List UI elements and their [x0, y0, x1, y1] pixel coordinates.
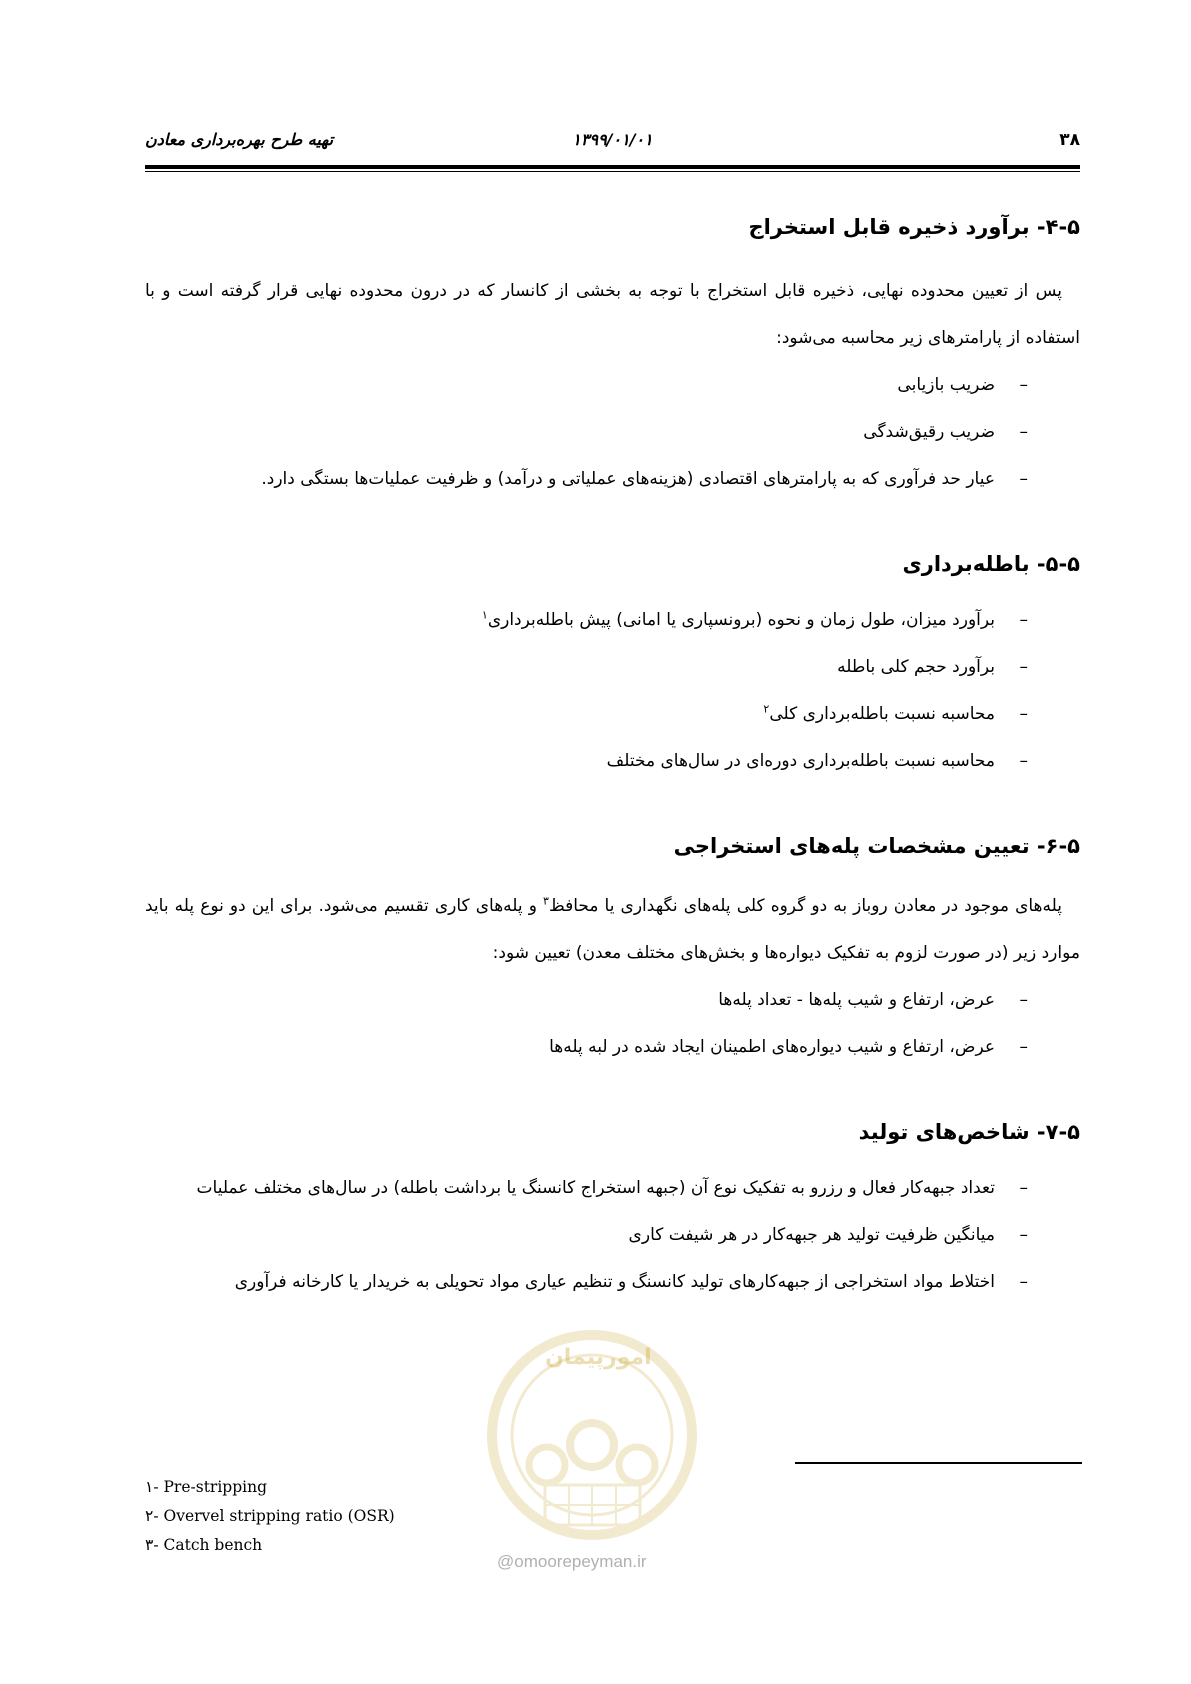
list-item	[145, 644, 1080, 691]
bullet-dash: –	[1019, 1272, 1028, 1292]
footnote-ref-2: ۲	[763, 702, 770, 716]
list-item-text: محاسبه نسبت باطله‌برداری کلی	[769, 704, 995, 724]
header-title: تهیه طرح بهره‌برداری معادن	[145, 130, 334, 149]
bullet-dash: –	[1019, 990, 1028, 1010]
list-item-text: برآورد حجم کلی باطله	[837, 657, 995, 677]
section-7-5-list	[145, 1165, 1080, 1306]
bullet-dash: –	[1019, 657, 1028, 677]
list-item-text: میانگین ظرفیت تولید هر جبهه‌کار در هر شیفت کاری	[628, 1225, 995, 1245]
list-item-text: ضریب بازیابی	[897, 375, 995, 395]
section-5-5-list	[145, 597, 1080, 785]
bullet-dash: –	[1019, 751, 1028, 771]
list-item-text: عرض، ارتفاع و شیب پله‌ها - تعداد پله‌ها	[718, 990, 995, 1010]
section-heading-7-5: ۷-۵- شاخص‌های تولید	[858, 1120, 1080, 1144]
footnote-rule	[795, 1462, 1082, 1464]
paragraph-text: پله‌های موجود در معادن روباز به دو گروه کلی پله‌های نگهداری یا محافظ	[548, 896, 1062, 916]
page-body	[145, 210, 1080, 1306]
header-date: ۱۳۹۹/۰۱/۰۱	[572, 130, 653, 149]
bullet-dash: –	[1019, 1178, 1028, 1198]
footnote-ref-3: ۳	[543, 894, 549, 908]
section-4-5-paragraph: پس از تعیین محدوده نهایی، ذخیره قابل استخراج با توجه به بخشی از کانسار که در درون محدوده نهایی قرار گرفته است و با استفاده از پارامترهای زیر محاسبه می‌شود:	[145, 281, 1080, 348]
list-item	[145, 597, 1080, 644]
bullet-dash: –	[1019, 610, 1028, 630]
footnotes	[145, 1473, 545, 1560]
list-item	[145, 1212, 1080, 1259]
header-rule-thin	[145, 171, 1080, 172]
section-4-5-list	[145, 362, 1080, 503]
list-item	[145, 1259, 1080, 1306]
section-6-5-paragraph	[145, 883, 1080, 977]
list-item-text: اختلاط مواد استخراجی از جبهه‌کارهای تولید کانسنگ و تنظیم عیاری مواد تحویلی به خریدار یا کارخانه فرآوری	[234, 1272, 995, 1292]
list-item	[145, 977, 1080, 1024]
list-item	[145, 1165, 1080, 1212]
footnote-3: ۳- Catch bench	[145, 1536, 263, 1554]
footnote-ref-1: ۱	[481, 608, 488, 622]
bullet-dash: –	[1019, 422, 1028, 442]
list-item-text: برآورد میزان، طول زمان و نحوه (برونسپاری یا امانی) پیش باطله‌برداری	[487, 610, 995, 630]
list-item	[145, 691, 1080, 738]
list-item	[145, 409, 1080, 456]
section-6-5-list	[145, 977, 1080, 1071]
footnote-1: ۱- Pre-stripping	[145, 1478, 267, 1496]
list-item-text: عرض، ارتفاع و شیب دیواره‌های اطمینان ایجاد شده در لبه پله‌ها	[549, 1037, 995, 1057]
list-item	[145, 362, 1080, 409]
bullet-dash: –	[1019, 469, 1028, 489]
list-item	[145, 456, 1080, 503]
list-item	[145, 1024, 1080, 1071]
section-heading-4-5: ۴-۵- برآورد ذخیره قابل استخراج	[748, 215, 1080, 239]
bullet-dash: –	[1019, 1037, 1028, 1057]
list-item-text: تعداد جبهه‌کار فعال و رزرو به تفکیک نوع آن (جبهه استخراج کانسنگ یا برداشت باطله) در سال‌های مختلف عملیات	[196, 1178, 995, 1198]
header-rule-thick	[145, 165, 1080, 169]
page-number: ۳۸	[1059, 130, 1080, 150]
list-item-text: ضریب رقیق‌شدگی	[863, 422, 995, 442]
list-item-text: محاسبه نسبت باطله‌برداری دوره‌ای در سال‌های مختلف	[606, 751, 995, 771]
watermark-site: @omoorepeyman.ir	[497, 1552, 647, 1571]
watermark-logo-text: امورپیمان	[545, 1345, 652, 1370]
bullet-dash: –	[1019, 1225, 1028, 1245]
list-item	[145, 738, 1080, 785]
section-heading-5-5: ۵-۵- باطله‌برداری	[902, 552, 1080, 576]
bullet-dash: –	[1019, 704, 1028, 724]
section-heading-6-5: ۶-۵- تعیین مشخصات پله‌های استخراجی	[673, 834, 1080, 858]
paragraph-text: و پله‌های کاری تقسیم می‌شود. برای این دو نوع پله باید موارد زیر (در صورت لزوم به تفکیک دیواره‌ها و بخش‌های مختلف معدن) تعیین شود:	[145, 896, 1080, 963]
list-item-text: عیار حد فرآوری که به پارامترهای اقتصادی (هزینه‌های عملیاتی و درآمد) و ظرفیت عملیات‌ها بستگی دارد.	[261, 469, 995, 489]
footnote-2: ۲- Overvel stripping ratio (OSR)	[145, 1507, 395, 1525]
bullet-dash: –	[1019, 375, 1028, 395]
page-header	[145, 128, 1080, 156]
